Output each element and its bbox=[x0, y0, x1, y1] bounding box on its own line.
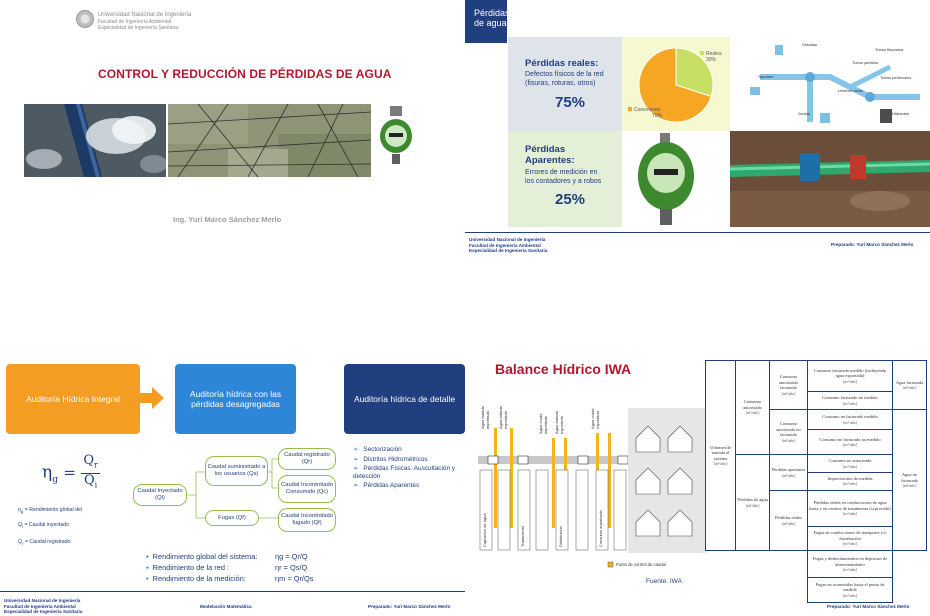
efficiency-label: Rendimiento global del sistema: bbox=[152, 552, 258, 561]
efficiency-list bbox=[146, 551, 257, 584]
pie-label-reales bbox=[700, 51, 722, 63]
cell-unit: [m³/año] bbox=[843, 378, 857, 384]
footer-course: Modelación Matemática bbox=[200, 604, 252, 609]
efficiency-row bbox=[146, 562, 257, 573]
cell-apparent-losses bbox=[770, 455, 808, 491]
network-leak-diagram bbox=[730, 37, 930, 131]
cell-spacer bbox=[706, 551, 808, 578]
cell-text: Fugas en conducciones de transporte y/o distribución bbox=[813, 530, 887, 541]
cell-unbilled-metered bbox=[808, 410, 893, 430]
footer-line: Universidad Nacional de Ingeniería bbox=[469, 237, 546, 242]
footer-prepared: Preparado: Yuri Marco Sánchez Merlo bbox=[831, 242, 914, 247]
bullet-text: Distritos Hidrométricos bbox=[363, 455, 428, 463]
diagram-label: Hidrantes bbox=[892, 111, 910, 116]
cell-text: Consumo no facturado medido bbox=[822, 414, 878, 420]
presentation-title: CONTROL Y REDUCCIÓN DE PÉRDIDAS DE AGUA bbox=[98, 67, 392, 81]
global-efficiency-formula: $\eta_g$ = $\frac{Q_r}{Q_i}$ bbox=[42, 453, 98, 490]
cell-unit: [m³/año] bbox=[902, 385, 917, 391]
diagram-label: Tubos partidos bbox=[852, 60, 879, 65]
efficiency-formula: ηr = Qs/Q bbox=[275, 563, 308, 572]
bullet-arrow-icon: ➢ bbox=[353, 455, 359, 463]
legend-sub: r bbox=[22, 541, 24, 547]
legend-symbol: Q bbox=[18, 539, 23, 545]
bullet-text: Pérdidas Físicas: Auscultación y detección bbox=[353, 465, 455, 480]
cell-system-input bbox=[706, 361, 736, 551]
footer-prepared: Preparado: Yuri Marco Sánchez Merlo bbox=[368, 604, 451, 609]
footer-university bbox=[4, 598, 82, 615]
meter-photo bbox=[622, 131, 730, 227]
square-bullet-icon: ▪ bbox=[146, 563, 149, 572]
bullet-arrow-icon: ➢ bbox=[353, 482, 359, 489]
cell-text: Pérdidas de agua bbox=[737, 497, 768, 503]
diagram-legend-text: Punto de control de caudal bbox=[616, 562, 666, 567]
slide-water-audit bbox=[0, 308, 465, 616]
diagram-label: Válvulas bbox=[802, 42, 818, 47]
leak-photo bbox=[24, 104, 166, 177]
cell-water-losses bbox=[736, 455, 770, 551]
cell-unit: [m³/año] bbox=[843, 400, 857, 406]
cell-text: Imprecisiones de medida bbox=[827, 476, 873, 482]
apparent-losses-line: los contadores y a robos bbox=[525, 177, 602, 185]
cell-unit: [m³/año] bbox=[902, 483, 917, 489]
cell-text: Agua no facturada bbox=[901, 472, 918, 483]
cell-unit: [m³/año] bbox=[843, 463, 857, 469]
cell-text: Consumo autorizado no facturado bbox=[776, 421, 801, 438]
efficiency-formulas bbox=[275, 551, 313, 584]
legend-symbol: η bbox=[18, 507, 21, 513]
bullet-item bbox=[353, 481, 463, 491]
author-name: Ing. Yuri Marco Sánchez Merlo bbox=[173, 215, 282, 224]
cell-billed-authorized bbox=[770, 361, 808, 410]
slide-water-losses bbox=[465, 0, 930, 308]
detail-audit-list bbox=[353, 445, 463, 491]
cell-unit: [m³/año] bbox=[843, 442, 857, 448]
footer-line: Facultad de Ingeniería Ambiental bbox=[469, 242, 541, 248]
efficiency-label: Rendimiento de la medición: bbox=[152, 574, 246, 583]
legend-text: = Caudal inyectado bbox=[23, 522, 70, 528]
diagram-label: Agua tratada exportada bbox=[554, 411, 564, 434]
cell-text: Consumo autorizado bbox=[743, 399, 762, 410]
diagram-label: Juntas bbox=[798, 111, 810, 116]
apparent-losses-line: Errores de medición en bbox=[525, 169, 598, 176]
cell-unit: [m³/año] bbox=[713, 461, 728, 467]
university-header bbox=[98, 12, 191, 32]
real-losses-heading: Pérdidas reales: bbox=[525, 58, 599, 69]
bullet-item bbox=[353, 455, 463, 465]
cell-authorized-consumption bbox=[736, 361, 770, 455]
pie-chart-box bbox=[622, 37, 730, 131]
footer-line: Universidad Nacional de Ingeniería bbox=[4, 598, 81, 603]
cell-real-losses bbox=[770, 490, 808, 550]
footer-line: Especialidad de Ingeniería Sanitaria bbox=[469, 248, 548, 254]
cell-service-leaks bbox=[808, 578, 893, 603]
cell-unbilled-authorized bbox=[770, 410, 808, 455]
diagram-stage-label: Captación de agua bbox=[482, 513, 487, 547]
diagram-stage-label: Consumo autorizado bbox=[598, 510, 603, 547]
apparent-heading-line: Pérdidas bbox=[525, 144, 566, 155]
bullet-arrow-icon: ➢ bbox=[353, 446, 359, 453]
efficiency-row bbox=[146, 551, 257, 562]
cell-text: Agua facturada bbox=[895, 379, 924, 385]
cell-unit: [m³/año] bbox=[781, 437, 796, 443]
diagram-label: Uniones rotas bbox=[838, 88, 863, 93]
iwa-system-diagram bbox=[478, 388, 706, 588]
pie-slice-label: Conexiones bbox=[634, 107, 661, 113]
node-leaks: Fugas (Qf) bbox=[205, 510, 259, 526]
formula-numerator: Q bbox=[83, 453, 95, 468]
cell-unit: [m³/año] bbox=[843, 567, 857, 573]
footer-line: Facultad de Ingeniería Ambiental bbox=[4, 603, 76, 609]
slide-title bbox=[0, 0, 465, 308]
apparent-losses-box bbox=[508, 131, 622, 227]
square-bullet-icon: ▪ bbox=[146, 574, 149, 583]
cell-text: Fugas y desbordamientos en depósitos de almacenamiento bbox=[812, 556, 888, 567]
cell-unit: [m³/año] bbox=[745, 410, 760, 416]
node-uncontrolled-consumed: Caudal Incontrolado Consumido (Qc) bbox=[278, 475, 336, 503]
cell-text: Pérdidas reales en conducciones de agua bruta y en centros de tratamiento (si procede) bbox=[809, 500, 891, 511]
cell-text: Fugas en acometidas hasta el punto de medida bbox=[815, 582, 885, 593]
pipe-leak-photo bbox=[730, 131, 930, 227]
cell-text: Pérdidas reales bbox=[774, 515, 803, 521]
bullet-text: Pérdidas Aparentes bbox=[363, 482, 420, 489]
formula-num-sub: r bbox=[94, 460, 98, 470]
pie-slice-value: 30% bbox=[706, 57, 717, 63]
diagram-label: Agua tratada importada bbox=[480, 406, 490, 429]
cell-spacer bbox=[893, 578, 927, 603]
cell-billed-unmetered bbox=[808, 392, 893, 410]
efficiency-row bbox=[146, 573, 257, 584]
pie-slice-value: 70% bbox=[652, 113, 663, 119]
footer-divider bbox=[0, 591, 465, 592]
real-losses-line: Defectos físicos de la red bbox=[525, 71, 604, 78]
legend-text: = Rendimiento global del bbox=[23, 507, 82, 513]
efficiency-formula: ηg = Qr/Q bbox=[275, 552, 308, 561]
formula-denominator: Q bbox=[83, 472, 95, 488]
cell-spacer bbox=[706, 578, 808, 603]
cell-unbilled-unmetered bbox=[808, 430, 893, 455]
cell-non-revenue-water bbox=[893, 410, 927, 551]
water-meter-photo bbox=[374, 106, 418, 166]
tile-detail-audit: Auditoría hídrica de detalle bbox=[344, 364, 465, 434]
formula-den-sub: i bbox=[94, 480, 98, 490]
diagram-stage-label: Distribución bbox=[558, 526, 563, 547]
footer-university bbox=[469, 237, 547, 254]
cell-unauthorized bbox=[808, 455, 893, 473]
formula-lhs: η bbox=[42, 462, 53, 483]
formula-lhs-sub: g bbox=[52, 474, 58, 485]
cell-main-leaks bbox=[808, 526, 893, 551]
cell-unit: [m³/año] bbox=[745, 502, 760, 508]
cell-unit: [m³/año] bbox=[781, 472, 796, 478]
tile-disaggregated-audit: Auditoría hídrica con las pérdidas desagregadas bbox=[175, 364, 296, 434]
diagram-label: Agua cruda exportada bbox=[590, 408, 600, 429]
efficiency-label: Rendimiento de la red : bbox=[152, 563, 230, 572]
cell-text: Consumo autorizado facturado bbox=[779, 374, 798, 391]
legend-text: = Caudal registrado bbox=[23, 539, 71, 545]
cell-raw-water-losses bbox=[808, 490, 893, 526]
bullet-item bbox=[353, 464, 463, 481]
legend-swatch bbox=[628, 107, 632, 111]
university-seal-icon bbox=[76, 10, 94, 28]
cell-unit: [m³/año] bbox=[843, 511, 857, 517]
bullet-arrow-icon: ➢ bbox=[353, 465, 359, 473]
bullet-item bbox=[353, 445, 463, 455]
diagram-label: Agua cruda importada bbox=[538, 413, 548, 434]
cell-text: Pérdidas aparentes bbox=[771, 467, 806, 473]
source-label: Fuente: IWA bbox=[646, 578, 682, 585]
iwa-title: Balance Hídrico IWA bbox=[495, 361, 632, 377]
cell-metering-inaccuracies bbox=[808, 473, 893, 491]
cell-billed-metered bbox=[808, 361, 893, 392]
node-injected-flow: Caudal Inyectado (Qi) bbox=[133, 484, 187, 506]
cell-unit: [m³/año] bbox=[781, 520, 796, 526]
legend-swatch bbox=[700, 51, 704, 55]
diagram-label: Tubos fisurados bbox=[875, 47, 904, 52]
footer-prepared: Preparado: Yuri Marco Sánchez Merlo bbox=[827, 604, 910, 609]
cell-text: Consumo facturado no medido bbox=[822, 395, 878, 401]
tile-integral-audit: Auditoría Hídrica Integral bbox=[6, 364, 140, 434]
diagram-label: Tubos perforados bbox=[880, 75, 912, 80]
apparent-losses-heading bbox=[525, 144, 575, 166]
legend-symbol: Q bbox=[18, 522, 23, 528]
node-registered-flow: Caudal registrado (Qr) bbox=[278, 448, 336, 470]
cell-unit: [m³/año] bbox=[843, 541, 857, 547]
cell-unit: [m³/año] bbox=[781, 390, 796, 396]
diagram-label: Tapones bbox=[758, 74, 774, 79]
cell-unit: [m³/año] bbox=[843, 592, 857, 598]
cell-text: Consumo no autorizado bbox=[828, 458, 872, 464]
diagram-stage-label: Tratamiento bbox=[520, 525, 525, 547]
cell-unit: [m³/año] bbox=[843, 481, 857, 487]
real-losses-line: (fisuras, roturas, otros) bbox=[525, 79, 596, 87]
section-tab bbox=[465, 0, 510, 43]
apparent-losses-text bbox=[525, 169, 621, 186]
diagram-label: Agua tratada exportada bbox=[498, 406, 508, 429]
apparent-losses-percent: 25% bbox=[555, 191, 586, 208]
cell-spacer bbox=[893, 551, 927, 578]
bullet-text: Sectorización bbox=[363, 446, 402, 453]
cell-revenue-water bbox=[893, 361, 927, 410]
iwa-balance-table bbox=[705, 360, 927, 603]
section-tab-line: de agua bbox=[474, 18, 507, 28]
cell-text: Consumo facturado medido (incluyendo agua exportada) bbox=[813, 368, 887, 379]
real-losses-text bbox=[525, 71, 621, 88]
cell-text: Consumo no facturado no medido bbox=[819, 436, 881, 442]
square-bullet-icon: ▪ bbox=[146, 552, 149, 561]
cell-text: Volumen de entrada al sistema bbox=[709, 444, 732, 461]
university-name: Universidad Nacional de Ingeniería bbox=[98, 12, 192, 18]
pie-label-conexiones bbox=[628, 107, 662, 119]
node-uncontrolled-leak: Caudal Incontrolado fugado (Qf) bbox=[278, 508, 336, 532]
specialty-name: Especialidad de Ingeniería Sanitaria bbox=[98, 25, 179, 32]
node-supplied-flow: Caudal suministrado a los usuarios (Qs) bbox=[205, 456, 268, 486]
slide-iwa-balance bbox=[465, 308, 930, 616]
efficiency-formula: ηm = Qr/Qs bbox=[275, 574, 314, 583]
real-losses-percent: 75% bbox=[555, 94, 586, 111]
footer-line: Especialidad de Ingeniería Sanitaria bbox=[4, 609, 83, 615]
real-losses-box bbox=[508, 37, 622, 131]
legend-sub: i bbox=[22, 524, 24, 530]
footer-divider bbox=[465, 232, 930, 233]
cell-unit: [m³/año] bbox=[843, 419, 857, 425]
pie-slice-label: Reales bbox=[706, 51, 722, 57]
cell-storage-leaks bbox=[808, 551, 893, 578]
faculty-name: Facultad de Ingeniería Ambiental bbox=[98, 18, 172, 25]
aerial-map-photo bbox=[168, 104, 371, 177]
apparent-heading-line: Aparentes: bbox=[525, 155, 575, 166]
legend-sub: g bbox=[20, 509, 24, 515]
section-tab-line: Pérdidas bbox=[474, 8, 510, 18]
